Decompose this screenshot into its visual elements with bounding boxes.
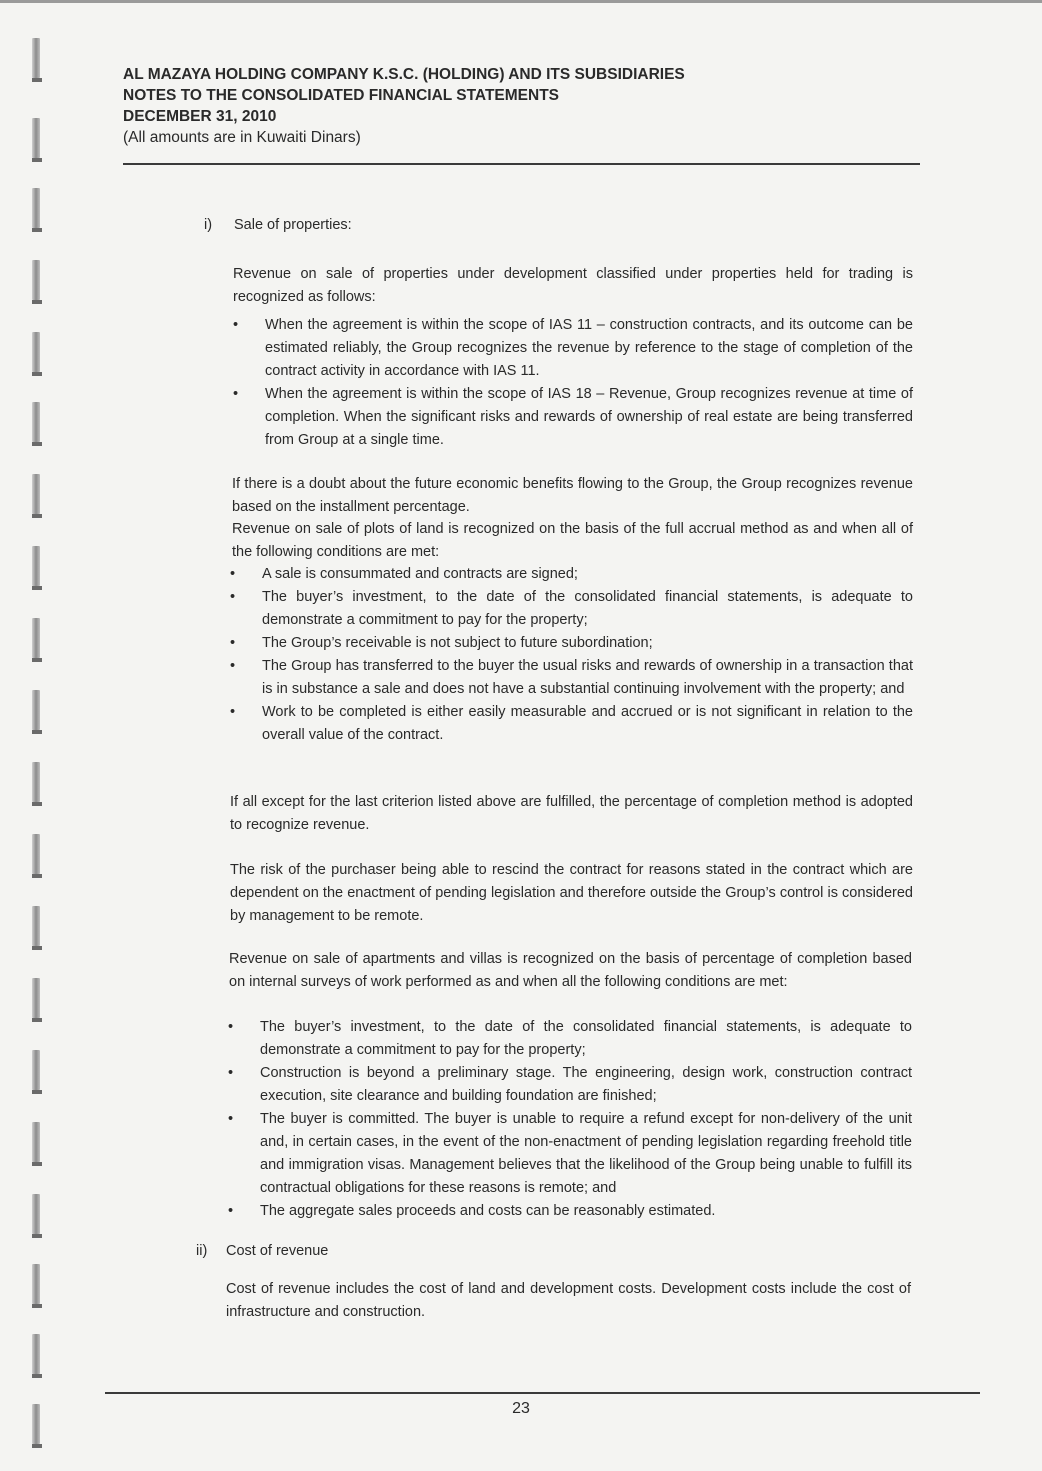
paragraph-intro: Revenue on sale of properties under development classified under properties held for trading is recognized as follows: — [233, 266, 913, 305]
footer-rule — [105, 1392, 980, 1394]
paragraph-plots: Revenue on sale of plots of land is recognized on the basis of the full accrual method as and when all of the following conditions are met: — [232, 521, 913, 560]
currency-note: (All amounts are in Kuwaiti Dinars) — [123, 129, 361, 146]
list-item: • The Group’s receivable is not subject to future subordination; — [230, 632, 913, 655]
list-item: • The buyer’s investment, to the date of the consolidated financial statements, is adequate to demonstrate a commitment to pay for the property; — [230, 586, 913, 632]
section-heading-cost — [196, 1241, 328, 1261]
section-title: Cost of revenue — [226, 1243, 329, 1259]
list-item: • Work to be completed is either easily measurable and accrued or is not significant in relation to the overall value of the contract. — [230, 701, 913, 747]
company-name: AL MAZAYA HOLDING COMPANY K.S.C. (HOLDING) AND ITS SUBSIDIARIES — [123, 66, 685, 83]
paragraph-cost: Cost of revenue includes the cost of land and development costs. Development costs include the cost of infrastructure and construction. — [226, 1281, 911, 1320]
list-item: • The aggregate sales proceeds and costs can be reasonably estimated. — [228, 1200, 912, 1223]
header-rule — [123, 163, 920, 165]
list-item: • A sale is consummated and contracts are signed; — [230, 563, 913, 586]
section-number: i) — [204, 217, 213, 233]
bullet-list-plots — [230, 563, 913, 747]
list-item: • The Group has transferred to the buyer the usual risks and rewards of ownership in a transaction that is in substance a sale and does not have a substantial continuing involvement with the property; and — [230, 655, 913, 701]
paragraph-risk: The risk of the purchaser being able to rescind the contract for reasons stated in the contract which are dependent on the enactment of pending legislation and therefore outside the Group’s control is considered by management to be remote. — [230, 862, 913, 924]
list-item: • Construction is beyond a preliminary stage. The engineering, design work, construction contract execution, site clearance and building foundation are finished; — [228, 1062, 912, 1108]
paragraph-except: If all except for the last criterion listed above are fulfilled, the percentage of completion method is adopted to recognize revenue. — [230, 794, 913, 833]
binding-holes — [28, 28, 46, 1448]
statement-date: DECEMBER 31, 2010 — [123, 108, 277, 125]
document-header — [123, 64, 923, 148]
list-item: • When the agreement is within the scope of IAS 11 – construction contracts, and its outcome can be estimated reliably, the Group recognizes the revenue by reference to the stage of completion of the contract activity in accordance with IAS 11. — [233, 314, 913, 383]
section-heading-sale — [204, 215, 352, 235]
notes-title: NOTES TO THE CONSOLIDATED FINANCIAL STATEMENTS — [123, 87, 560, 104]
page-number: 23 — [512, 1400, 530, 1417]
page-top-edge — [0, 0, 1042, 3]
bullet-list-apartments — [228, 1016, 912, 1223]
section-number: ii) — [196, 1243, 208, 1259]
section-title: Sale of properties: — [234, 217, 352, 233]
paragraph-doubt: If there is a doubt about the future economic benefits flowing to the Group, the Group recognizes revenue based on the installment percentage. — [232, 476, 913, 515]
list-item: • The buyer’s investment, to the date of the consolidated financial statements, is adequate to demonstrate a commitment to pay for the property; — [228, 1016, 912, 1062]
paragraph-apartments: Revenue on sale of apartments and villas is recognized on the basis of percentage of completion based on internal surveys of work performed as and when all the following conditions are met: — [229, 951, 912, 990]
bullet-list-ias — [233, 314, 913, 452]
list-item: • The buyer is committed. The buyer is unable to require a refund except for non-delivery of the unit and, in certain cases, in the event of the non-enactment of pending legislation regarding freehold title and immigration visas. Management believes that the likelihood of the Group being unable to fulfill its contractual obligations for these reasons is remote; and — [228, 1108, 912, 1200]
list-item: • When the agreement is within the scope of IAS 18 – Revenue, Group recognizes revenue at time of completion. When the significant risks and rewards of ownership of real estate are being transferred from Group at a single time. — [233, 383, 913, 452]
